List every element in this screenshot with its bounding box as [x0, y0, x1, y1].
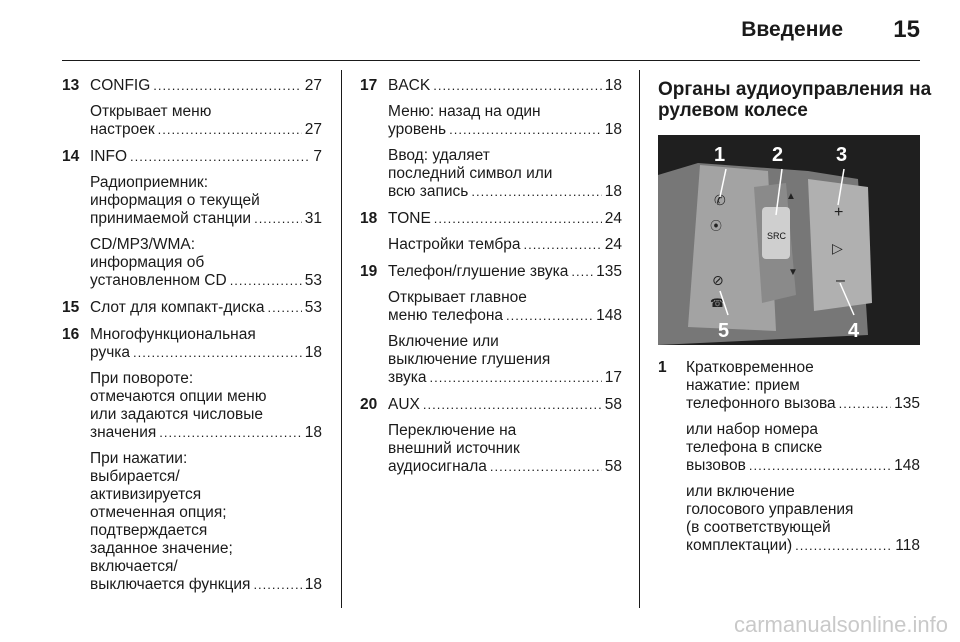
entry-text-line: выключение глушения: [388, 351, 551, 368]
entry-paragraph: [388, 396, 622, 414]
page-reference[interactable]: [388, 183, 622, 201]
column-2: [360, 77, 622, 485]
steering-wheel-controls-illustration: [658, 135, 920, 345]
dot-leader: [433, 77, 602, 95]
dot-leader: [158, 121, 302, 139]
dot-leader: [133, 344, 302, 362]
toc-entry: [62, 326, 322, 594]
callout-3: 3: [836, 144, 848, 166]
voice-icon: ⦿: [710, 219, 723, 233]
page-reference[interactable]: [388, 396, 622, 414]
entry-text-line: отмеченная опция;: [90, 504, 227, 521]
page-reference[interactable]: [388, 458, 622, 476]
page-number: 15: [893, 16, 920, 43]
entry-paragraph: [686, 359, 920, 413]
reference-text: BACK: [388, 77, 431, 94]
reference-page: 31: [304, 210, 322, 227]
entry-text-line: Переключение на: [388, 422, 517, 439]
reference-text: AUX: [388, 396, 420, 413]
steering-wheel-controls-figure: [658, 135, 920, 345]
down-arrow-icon: ▼: [788, 267, 798, 278]
reference-text: уровень: [388, 121, 447, 138]
entry-text-line: Меню: назад на один: [388, 103, 541, 120]
page-reference[interactable]: [388, 369, 622, 387]
entry-text-line: (в соответствующей: [686, 519, 831, 536]
entry-paragraph: [686, 483, 920, 555]
entry-paragraph: [388, 422, 622, 476]
column-3: [658, 79, 932, 564]
toc-entry: [62, 148, 322, 290]
entry-text-line: Радиоприемник:: [90, 174, 209, 191]
page-reference[interactable]: [686, 537, 920, 555]
entry-number: 16: [62, 326, 80, 343]
reference-text: принимаемой станции: [90, 210, 252, 227]
entry-paragraph: [90, 103, 322, 139]
reference-text: Слот для компакт-диска: [90, 299, 265, 316]
reference-text: INFO: [90, 148, 128, 165]
entry-number: 15: [62, 299, 80, 316]
dot-leader: [153, 77, 301, 95]
dot-leader: [839, 395, 891, 413]
entry-text-line: Включение или: [388, 333, 499, 350]
entry-text-line: Кратковременное: [686, 359, 814, 376]
reference-page: 118: [895, 537, 920, 554]
page-reference[interactable]: [90, 210, 322, 228]
reference-text: всю запись: [388, 183, 469, 200]
reference-text: настроек: [90, 121, 155, 138]
entry-paragraph: [388, 77, 622, 95]
reference-page: 53: [304, 272, 322, 289]
reference-text: ручка: [90, 344, 131, 361]
reference-text: CONFIG: [90, 77, 151, 94]
dot-leader: [523, 236, 601, 254]
dot-leader: [471, 183, 601, 201]
entry-paragraph: [90, 77, 322, 95]
entry-text-line: голосового управления: [686, 501, 854, 518]
entry-paragraph: [90, 236, 322, 290]
entry-paragraph: [388, 333, 622, 387]
dot-leader: [749, 457, 891, 475]
page-header: [0, 0, 960, 62]
entry-text-line: заданное значение;: [90, 540, 233, 557]
entry-text-line: Открывает меню: [90, 103, 212, 120]
toc-entry: [658, 359, 920, 555]
entry-text-line: включается/: [90, 558, 178, 575]
dot-leader: [434, 210, 602, 228]
reference-page: 135: [596, 263, 622, 280]
entry-number: 19: [360, 263, 378, 280]
entry-paragraph: [90, 174, 322, 228]
entry-text-line: отмечаются опции меню: [90, 388, 267, 405]
page-reference[interactable]: [686, 395, 920, 413]
dot-leader: [423, 396, 602, 414]
entry-number: 14: [62, 148, 80, 165]
callout-2: 2: [772, 144, 784, 166]
entry-text-line: внешний источник: [388, 440, 520, 457]
page-reference[interactable]: [90, 424, 322, 442]
toc-entry: [360, 396, 622, 476]
dot-leader: [230, 272, 302, 290]
entry-text-line: выбирается/: [90, 468, 180, 485]
entry-text-line: Открывает главное: [388, 289, 527, 306]
entry-text-line: Многофункциональная: [90, 326, 256, 343]
volume-plus-icon: +: [834, 204, 844, 221]
entry-text-line: последний символ или: [388, 165, 553, 182]
reference-text: звука: [388, 369, 427, 386]
reference-page: 135: [894, 395, 920, 412]
entry-text-line: или набор номера: [686, 421, 818, 438]
hangup-icon: ☎: [710, 296, 725, 310]
entry-number: 17: [360, 77, 378, 94]
callout-4: 4: [848, 320, 860, 342]
entry-number: 13: [62, 77, 80, 94]
entry-paragraph: [90, 148, 322, 166]
dot-leader: [254, 210, 302, 228]
up-arrow-icon: ▲: [786, 191, 796, 202]
entry-text-line: информация об: [90, 254, 205, 271]
column-divider-2: [639, 70, 640, 608]
page-reference[interactable]: [388, 121, 622, 139]
phone-icon: ✆: [714, 192, 726, 208]
entry-paragraph: [388, 147, 622, 201]
reference-text: Телефон/глушение звука: [388, 263, 569, 280]
reference-page: 18: [604, 121, 622, 138]
reference-page: 53: [304, 299, 322, 316]
reference-text: меню телефона: [388, 307, 504, 324]
volume-minus-icon: –: [836, 272, 845, 289]
entry-paragraph: [388, 210, 622, 228]
entry-paragraph: [388, 236, 622, 254]
dot-leader: [130, 148, 310, 166]
entry-text-line: информация о текущей: [90, 192, 260, 209]
header-divider: [62, 60, 920, 61]
reference-text: вызовов: [686, 457, 746, 474]
toc-entry: [360, 77, 622, 201]
dot-leader: [449, 121, 602, 139]
reference-text: выключается функция: [90, 576, 251, 593]
entry-paragraph: [90, 370, 322, 442]
callout-5: 5: [718, 320, 730, 342]
entry-text-line: телефона в списке: [686, 439, 823, 456]
column-1: [62, 77, 322, 603]
reference-page: 17: [604, 369, 622, 386]
page-reference[interactable]: [686, 457, 920, 475]
dot-leader: [268, 299, 302, 317]
entry-paragraph: [388, 263, 622, 281]
reference-page: 27: [304, 77, 322, 94]
section-title: Органы аудиоуправления на рулевом колесе: [658, 79, 932, 121]
toc-entry: [62, 77, 322, 139]
dot-leader: [490, 458, 602, 476]
entry-text-line: или включение: [686, 483, 795, 500]
reference-page: 18: [304, 576, 322, 593]
page-reference[interactable]: [388, 307, 622, 325]
dot-leader: [571, 263, 593, 281]
entry-text-line: подтверждается: [90, 522, 208, 539]
reference-text: TONE: [388, 210, 431, 227]
next-icon: ▷: [832, 240, 843, 256]
figure-legend: [658, 359, 920, 555]
src-label: SRC: [767, 231, 787, 241]
reference-text: значения: [90, 424, 157, 441]
entry-number: 1: [658, 359, 667, 376]
dot-leader: [795, 537, 892, 555]
entry-text-line: При нажатии:: [90, 450, 188, 467]
entry-text-line: нажатие: прием: [686, 377, 800, 394]
page-reference[interactable]: [90, 272, 322, 290]
chapter-title: Введение: [741, 18, 843, 41]
page-reference[interactable]: [388, 236, 622, 254]
column-divider-1: [341, 70, 342, 608]
toc-entry: [62, 299, 322, 317]
page-reference[interactable]: [90, 299, 322, 317]
entry-text-line: или задаются числовые: [90, 406, 264, 423]
reference-text: аудиосигнала: [388, 458, 487, 475]
reference-page: 7: [313, 148, 322, 165]
entry-text-line: Ввод: удаляет: [388, 147, 490, 164]
dot-leader: [159, 424, 301, 442]
entry-text-line: активизируется: [90, 486, 202, 503]
entry-paragraph: [388, 103, 622, 139]
page-reference[interactable]: [90, 121, 322, 139]
dot-leader: [430, 369, 602, 387]
reference-page: 148: [596, 307, 622, 324]
page-reference[interactable]: [90, 576, 322, 594]
entry-paragraph: [388, 289, 622, 325]
toc-entry: [360, 263, 622, 387]
callout-1: 1: [714, 144, 726, 166]
dot-leader: [506, 307, 593, 325]
reference-page: 18: [304, 344, 322, 361]
watermark: carmanualsonline.info: [733, 612, 948, 637]
entry-paragraph: [90, 299, 322, 317]
reference-page: 18: [604, 77, 622, 94]
reference-text: комплектации): [686, 537, 793, 554]
reference-page: 58: [604, 396, 622, 413]
entry-paragraph: [90, 326, 322, 362]
page-reference[interactable]: [90, 148, 322, 166]
entry-text-line: При повороте:: [90, 370, 194, 387]
page-reference[interactable]: [90, 77, 322, 95]
reference-page: 18: [304, 424, 322, 441]
toc-entry: [360, 210, 622, 254]
page-reference[interactable]: [388, 210, 622, 228]
reference-text: телефонного вызова: [686, 395, 836, 412]
reference-text: Настройки тембра: [388, 236, 521, 253]
dot-leader: [253, 576, 301, 594]
entry-text-line: CD/MP3/WMA:: [90, 236, 196, 253]
reference-text: установленном CD: [90, 272, 227, 289]
page-reference[interactable]: [388, 77, 622, 95]
reference-page: 24: [604, 210, 622, 227]
reference-page: 27: [304, 121, 322, 138]
entry-paragraph: [90, 450, 322, 594]
reference-page: 24: [604, 236, 622, 253]
reference-page: 148: [894, 457, 920, 474]
reference-page: 18: [604, 183, 622, 200]
entry-number: 20: [360, 396, 378, 413]
page-reference[interactable]: [90, 344, 322, 362]
mute-icon: ⊘: [712, 272, 724, 288]
entry-number: 18: [360, 210, 378, 227]
page-reference[interactable]: [388, 263, 622, 281]
reference-page: 58: [604, 458, 622, 475]
entry-paragraph: [686, 421, 920, 475]
